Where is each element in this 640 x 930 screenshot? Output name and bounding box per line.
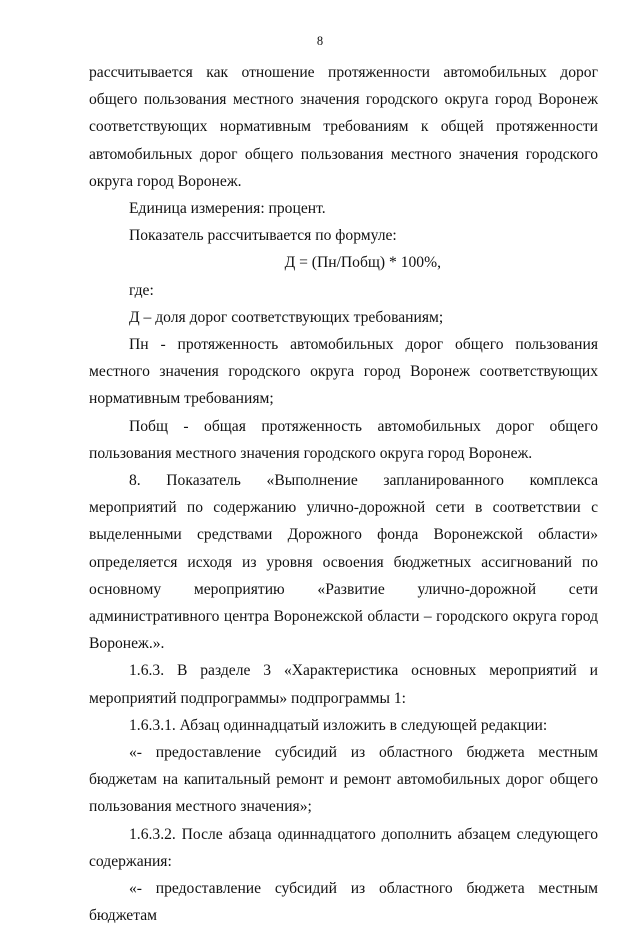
paragraph-where: где:	[129, 281, 154, 299]
paragraph-unit: Единица измерения: процент.	[129, 200, 326, 218]
paragraph-indicator-8: 8. Показатель «Выполнение запланированного комплекса мероприятий по содержанию улично-дорожной сети в соответствии с выделенными средствами Дорожного фонда Воронежской области» определяется исходя из уровня освоения бюджетных ассигнований по основному мероприятию «Развитие улично-дорожной сети административного центра Воронежской области – городского округа город Воронеж.».	[89, 472, 598, 653]
paragraph-section-1-6-3-2: 1.6.3.2. После абзаца одиннадцатого дополнить абзацем следующего содержания:	[89, 825, 598, 870]
paragraph-quote-subsidies: «- предоставление субсидий из областного бюджета местным бюджетам на капитальный ремонт и ремонт автомобильных дорог общего пользования местного значения»;	[89, 744, 598, 816]
formula: Д = (Пн/Побщ) * 100%,	[284, 254, 441, 272]
document-body	[89, 59, 598, 930]
paragraph-section-1-6-3: 1.6.3. В разделе 3 «Характеристика основных мероприятий и мероприятий подпрограммы» подпрограммы 1:	[89, 662, 598, 707]
paragraph-variable-pobsch: Побщ - общая протяженность автомобильных дорог общего пользования местного значения городского округа город Воронеж.	[89, 417, 598, 462]
paragraph-indicator-definition: рассчитывается как отношение протяженности автомобильных дорог общего пользования местного значения городского округа город Воронеж соответствующих нормативным требованиям к общей протяженности автомобильных дорог общего пользования местного значения городского округа город Воронеж.	[89, 64, 598, 190]
paragraph-variable-pn: Пн - протяженность автомобильных дорог общего пользования местного значения городского округа город Воронеж соответствующих нормативным требованиям;	[89, 336, 598, 408]
paragraph-section-1-6-3-1: 1.6.3.1. Абзац одиннадцатый изложить в следующей редакции:	[129, 716, 548, 734]
paragraph-quote-subsidies-continued: «- предоставление субсидий из областного бюджета местным бюджетам	[89, 880, 598, 925]
paragraph-variable-d: Д – доля дорог соответствующих требованиям;	[129, 308, 444, 326]
page-number: 8	[316, 34, 324, 48]
paragraph-formula-intro: Показатель рассчитывается по формуле:	[129, 227, 397, 245]
